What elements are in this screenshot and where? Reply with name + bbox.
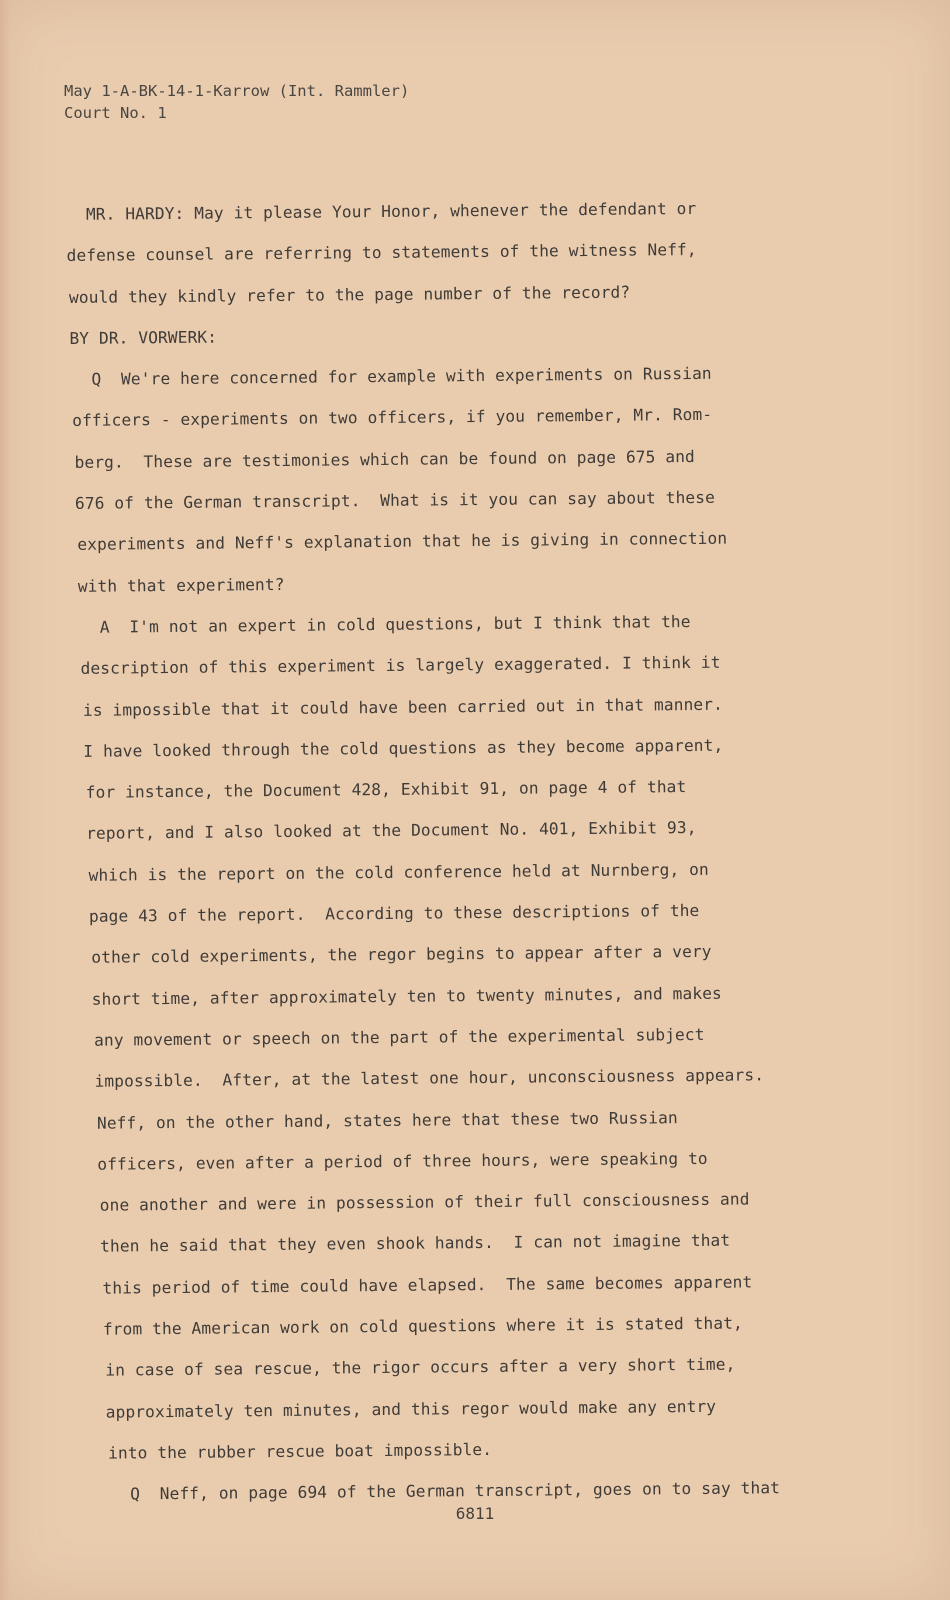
transcript-line: defense counsel are referring to statements of the witness Neff, [66, 240, 697, 266]
transcript-body [66, 187, 809, 1515]
page-edge [0, 0, 10, 1600]
transcript-line: into the rubber rescue boat impossible. [107, 1439, 493, 1463]
transcript-line: then he said that they even shook hands. I can not imagine that [100, 1231, 731, 1257]
transcript-line: short time, after approximately ten to twenty minutes, and makes [91, 983, 722, 1009]
transcript-line: Q Neff, on page 694 of the German transcript, goes on to say that [110, 1478, 781, 1504]
transcript-line: with that experiment? [77, 574, 285, 596]
transcript-line: approximately ten minutes, and this regor would make any entry [105, 1396, 717, 1422]
transcript-line: Neff, on the other hand, states here that these two Russian [96, 1107, 678, 1133]
transcript-line: A I'm not an expert in cold questions, but I think that the [80, 611, 691, 637]
transcript-line: which is the report on the cold conference held at Nurnberg, on [88, 859, 709, 885]
transcript-line: MR. HARDY: May it please Your Honor, whenever the defendant or [66, 198, 697, 224]
transcript-line: 676 of the German transcript. What is it you can say about these [74, 487, 716, 514]
transcript-line: for instance, the Document 428, Exhibit 91, on page 4 of that [85, 777, 687, 802]
transcript-line: any movement or speech on the part of the experimental subject [94, 1024, 705, 1050]
transcript-line: berg. These are testimonies which can be found on page 675 and [74, 446, 695, 472]
transcript-line: other cold experiments, the regor begins to appear after a very [91, 942, 712, 968]
header-line-2: Court No. 1 [64, 104, 167, 122]
transcript-line: in case of sea rescue, the rigor occurs after a very short time, [105, 1354, 736, 1380]
transcript-line: officers, even after a period of three hours, were speaking to [97, 1148, 708, 1174]
transcript-line: experiments and Neff's explanation that he is giving in connection [77, 529, 728, 555]
document-header [64, 80, 409, 124]
page-number: 6811 [455, 1504, 495, 1523]
transcript-line: from the American work on cold questions where it is stated that, [102, 1313, 743, 1339]
transcript-line: would they kindly refer to the page number of the record? [68, 282, 631, 307]
transcript-line: this period of time could have elapsed. The same becomes apparent [102, 1272, 753, 1298]
transcript-line: impossible. After, at the latest one hour, unconsciousness appears. [94, 1065, 765, 1092]
transcript-line: description of this experiment is largely exaggerated. I think it [80, 653, 721, 679]
transcript-line: Q We're here concerned for example with experiments on Russian [71, 363, 712, 390]
transcript-lines [66, 187, 809, 1515]
transcript-line: page 43 of the report. According to these descriptions of the [88, 901, 700, 926]
transcript-line: BY DR. VORWERK: [69, 327, 218, 348]
transcript-line: report, and I also looked at the Document No. 401, Exhibit 93, [86, 818, 697, 844]
transcript-line: I have looked through the cold questions as they become apparent, [83, 735, 724, 761]
transcript-line: one another and were in possession of their full consciousness and [99, 1189, 750, 1215]
transcript-line: is impossible that it could have been carried out in that manner. [82, 694, 723, 720]
transcript-line: officers - experiments on two officers, if you remember, Mr. Rom- [72, 405, 713, 431]
header-line-1: May 1-A-BK-14-1-Karrow (Int. Rammler) [64, 82, 410, 100]
